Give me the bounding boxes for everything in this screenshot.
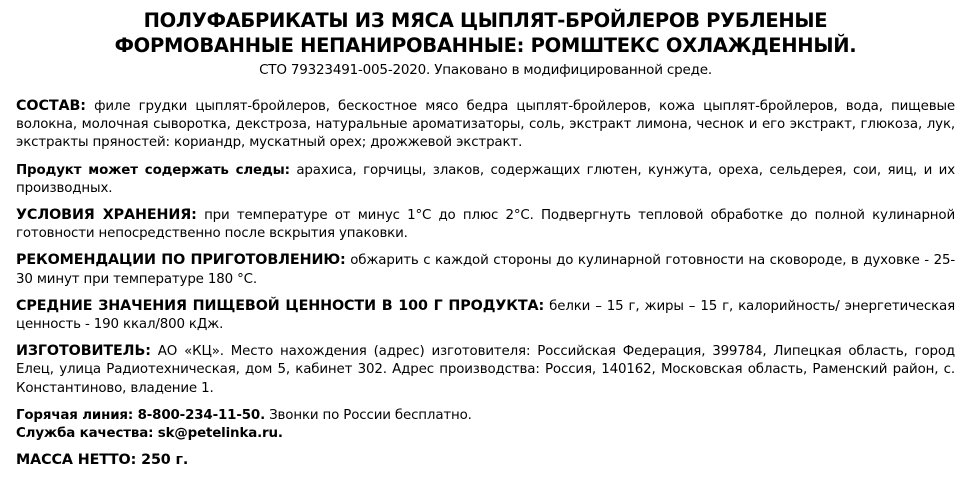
composition-heading: СОСТАВ: bbox=[16, 98, 86, 114]
cooking-text: обжарить с каждой стороны до кулинарной готовности на сковороде, в духовке - 25-30 минут при температуре 180 °С. bbox=[16, 253, 956, 287]
storage-heading: УСЛОВИЯ ХРАНЕНИЯ: bbox=[16, 207, 197, 224]
composition-section bbox=[16, 97, 955, 153]
manufacturer-text: АО «КЦ». Место нахождения (адрес) изготовителя: Российская Федерация, 399784, Липецкая область, город Елец, улица Радиотехническая, дом 5, кабинет 302. Адрес производства: Россия, 140162, Московская область, Раменский район, с. Константиново, владение 1. bbox=[16, 344, 955, 396]
quality-service-section bbox=[16, 425, 955, 443]
quality-service-heading: Служба качества: sk@petelinka.ru. bbox=[16, 426, 283, 442]
product-standard: СТО 79323491-005-2020. Упаковано в модифицированной среде. bbox=[259, 62, 712, 78]
traces-text: арахиса, горчицы, злаков, содержащих глютен, кунжута, ореха, сельдерея, сои, яиц, и их производных. bbox=[16, 162, 956, 196]
hotline-text: Звонки по России бесплатно. bbox=[265, 407, 472, 423]
net-weight-heading: МАССА НЕТТО: bbox=[16, 452, 137, 469]
net-weight-section bbox=[16, 451, 955, 470]
hotline-heading: Горячая линия: 8-800-234-11-50. bbox=[16, 407, 266, 423]
nutrition-section bbox=[16, 297, 955, 334]
manufacturer-heading: ИЗГОТОВИТЕЛЬ: bbox=[16, 343, 151, 360]
cooking-heading: РЕКОМЕНДАЦИИ ПО ПРИГОТОВЛЕНИЮ: bbox=[16, 252, 346, 269]
storage-text: при температуре от минус 1°С до плюс 2°С. Подвергнуть тепловой обработке до полной кулинарной готовности непосредственно после вскрытия упаковки. bbox=[16, 208, 955, 242]
product-title-line-2: ФОРМОВАННЫЕ НЕПАНИРОВАННЫЕ: РОМШТЕКС ОХЛАЖДЕННЫЙ. bbox=[114, 34, 857, 57]
traces-section bbox=[16, 162, 955, 198]
product-title-line-1: ПОЛУФАБРИКАТЫ ИЗ МЯСА ЦЫПЛЯТ-БРОЙЛЕРОВ РУБЛЕНЫЕ bbox=[143, 9, 828, 32]
storage-section bbox=[16, 206, 955, 243]
manufacturer-section bbox=[16, 342, 955, 398]
cooking-section bbox=[16, 251, 955, 288]
composition-text: филе грудки цыплят-бройлеров, бескостное мясо бедра цыплят-бройлеров, кожа цыплят-бройлеров, вода, пищевые волокна, молочная сыворотка, декстроза, натуральные ароматизаторы, соль, экстракт лимона, чеснок и его экстракт, глюкоза, лук, экстракты пряностей: кориандр, мускатный орех; дрожжевой экстракт. bbox=[16, 99, 955, 151]
hotline-section bbox=[16, 407, 955, 425]
nutrition-heading: СРЕДНИЕ ЗНАЧЕНИЯ ПИЩЕВОЙ ЦЕННОСТИ В 100 Г ПРОДУКТА: bbox=[16, 297, 545, 314]
nutrition-text: белки – 15 г, жиры – 15 г, калорийность/ энергетическая ценность - 190 ккал/800 кДж. bbox=[16, 298, 955, 333]
net-weight-value: 250 г. bbox=[136, 452, 189, 469]
traces-heading: Продукт может содержать следы: bbox=[16, 162, 290, 178]
product-title bbox=[16, 8, 955, 58]
